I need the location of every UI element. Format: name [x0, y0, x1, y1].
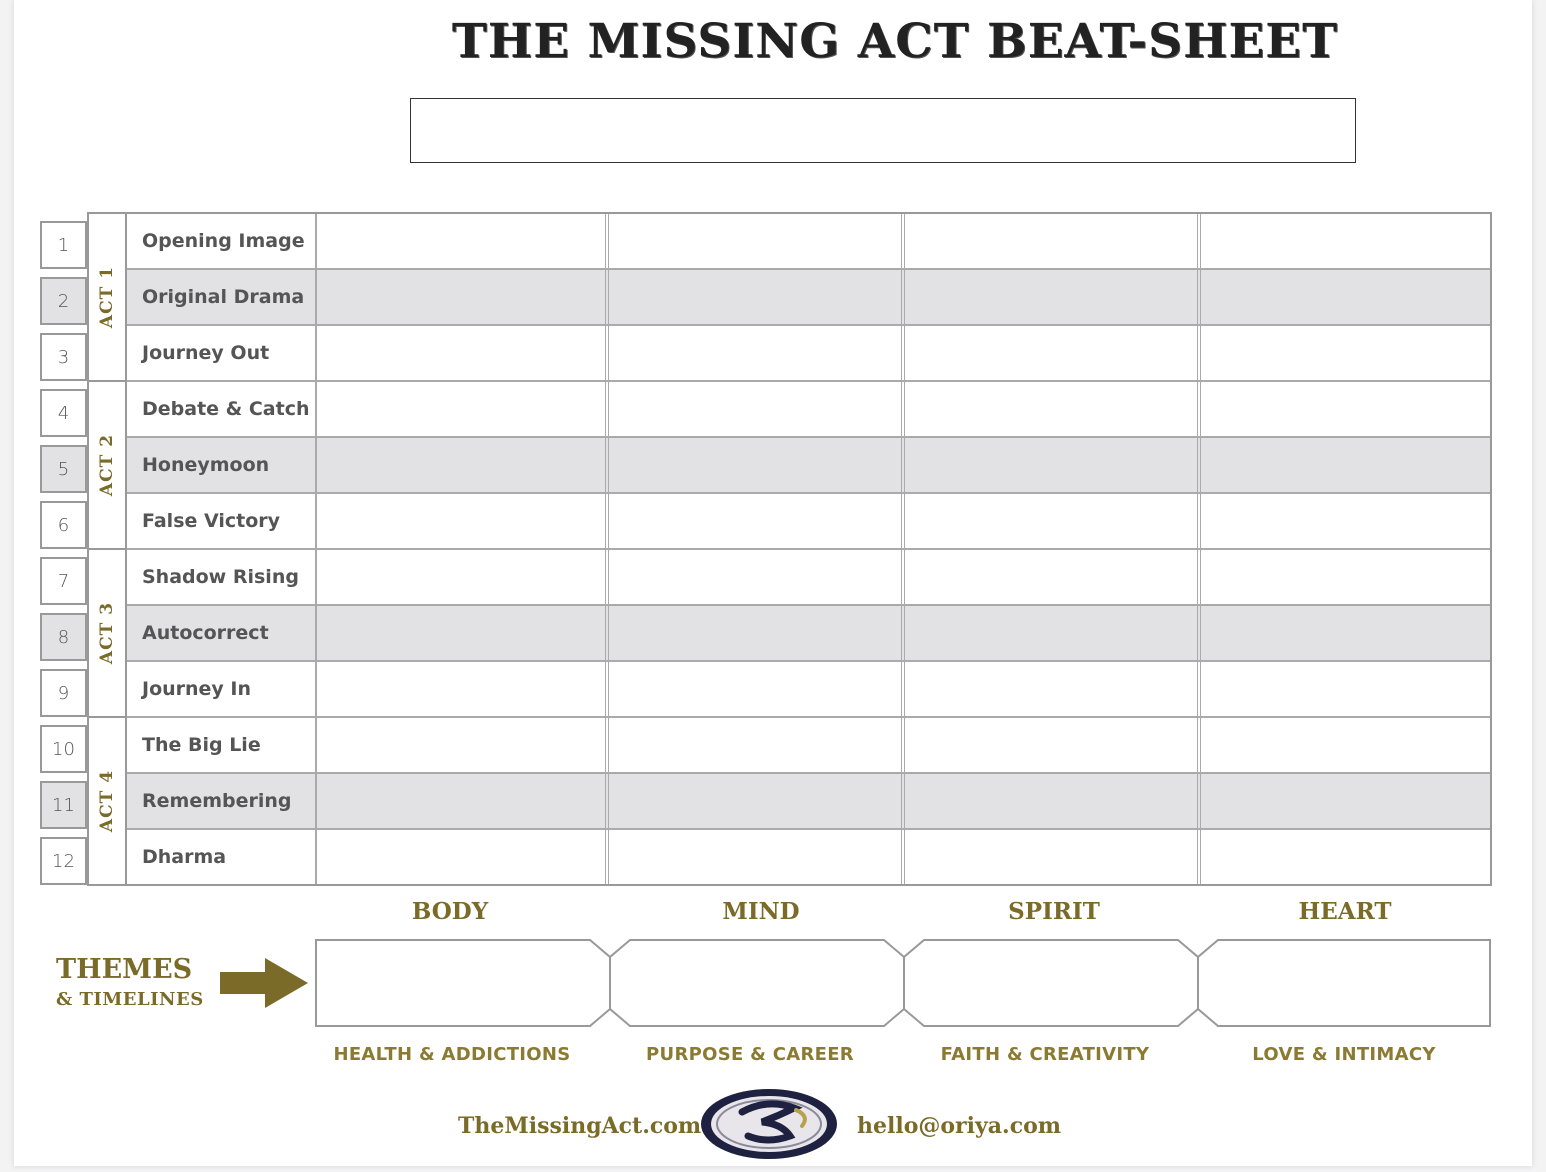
missing-act-logo: [698, 1086, 840, 1162]
heart-cell[interactable]: [1197, 382, 1491, 436]
mind-theme-box: [610, 940, 904, 1026]
spirit-cell[interactable]: [901, 774, 1197, 828]
act-label: ACT 1: [97, 265, 117, 329]
heart-cell[interactable]: [1197, 774, 1491, 828]
themes-title: THEMES: [56, 954, 193, 985]
heart-cell[interactable]: [1197, 438, 1491, 492]
spirit-cell[interactable]: [901, 550, 1197, 604]
table-row: [127, 268, 1491, 324]
theme-boxes: [310, 935, 1494, 1031]
heart-cell[interactable]: [1197, 214, 1491, 268]
body-cell[interactable]: [315, 214, 605, 268]
column-heading-spirit: SPIRIT: [1008, 898, 1100, 925]
table-row: [127, 604, 1491, 660]
mind-cell[interactable]: [605, 382, 901, 436]
body-cell[interactable]: [315, 438, 605, 492]
beat-label: Original Drama: [142, 286, 305, 308]
body-cell[interactable]: [315, 270, 605, 324]
beat-label: Debate & Catch: [142, 398, 310, 420]
column-heading-heart: HEART: [1298, 898, 1392, 925]
body-cell[interactable]: [315, 382, 605, 436]
website-link[interactable]: TheMissingAct.com: [458, 1113, 702, 1139]
act-3-block: [87, 548, 127, 718]
mind-cell[interactable]: [605, 718, 901, 772]
mind-cell[interactable]: [605, 214, 901, 268]
column-subtitle-mind: PURPOSE & CAREER: [646, 1044, 854, 1065]
beat-number: 8: [40, 613, 87, 661]
mind-cell[interactable]: [605, 662, 901, 716]
body-cell[interactable]: [315, 494, 605, 548]
column-heading-mind: MIND: [722, 898, 800, 925]
table-row: [127, 492, 1491, 548]
heart-cell[interactable]: [1197, 326, 1491, 380]
act-1-block: [87, 212, 127, 382]
body-cell[interactable]: [315, 774, 605, 828]
mind-cell[interactable]: [605, 326, 901, 380]
title-entry-box[interactable]: [410, 98, 1356, 163]
spirit-cell[interactable]: [901, 270, 1197, 324]
act-label: ACT 4: [97, 769, 117, 833]
beat-label: Shadow Rising: [142, 566, 299, 588]
spirit-cell[interactable]: [901, 606, 1197, 660]
table-row: [127, 772, 1491, 828]
beat-number: 10: [40, 725, 87, 773]
email-link[interactable]: hello@oriya.com: [857, 1113, 1062, 1139]
beat-number: 3: [40, 333, 87, 381]
heart-cell[interactable]: [1197, 718, 1491, 772]
body-cell[interactable]: [315, 326, 605, 380]
beat-label: Journey Out: [142, 342, 270, 364]
act-4-block: [87, 716, 127, 886]
spirit-cell[interactable]: [901, 326, 1197, 380]
beat-number: 12: [40, 837, 87, 885]
table-row: [127, 660, 1491, 716]
body-cell[interactable]: [315, 662, 605, 716]
right-arrow-icon: [220, 958, 310, 1008]
beat-number: 6: [40, 501, 87, 549]
beat-label: Autocorrect: [142, 622, 269, 644]
page-title: THE MISSING ACT BEAT-SHEET: [451, 14, 1339, 69]
beat-number: 7: [40, 557, 87, 605]
body-cell[interactable]: [315, 550, 605, 604]
mind-cell[interactable]: [605, 606, 901, 660]
body-theme-box: [316, 940, 610, 1026]
beat-label: The Big Lie: [142, 734, 261, 756]
heart-theme-box: [1198, 940, 1490, 1026]
beat-number: 2: [40, 277, 87, 325]
heart-cell[interactable]: [1197, 494, 1491, 548]
column-subtitle-body: HEALTH & ADDICTIONS: [333, 1044, 571, 1065]
mind-cell[interactable]: [605, 774, 901, 828]
table-row: [127, 716, 1491, 772]
themes-subtitle: & TIMELINES: [56, 989, 204, 1010]
spirit-cell[interactable]: [901, 382, 1197, 436]
act-label: ACT 2: [97, 433, 117, 497]
spirit-theme-box: [904, 940, 1198, 1026]
spirit-cell[interactable]: [901, 494, 1197, 548]
spirit-cell[interactable]: [901, 662, 1197, 716]
table-row: [127, 828, 1491, 886]
beat-number: 9: [40, 669, 87, 717]
beat-number: 5: [40, 445, 87, 493]
act-2-block: [87, 380, 127, 550]
beat-label: False Victory: [142, 510, 281, 532]
column-heading-body: BODY: [411, 898, 489, 925]
beat-label: Remembering: [142, 790, 292, 812]
table-row: [127, 436, 1491, 492]
beat-number: 1: [40, 221, 87, 269]
beat-number: 11: [40, 781, 87, 829]
beat-label: Opening Image: [142, 230, 305, 252]
table-row: [127, 548, 1491, 604]
beat-number: 4: [40, 389, 87, 437]
mind-cell[interactable]: [605, 494, 901, 548]
beat-label: Dharma: [142, 846, 227, 868]
heart-cell[interactable]: [1197, 606, 1491, 660]
body-cell[interactable]: [315, 606, 605, 660]
mind-cell[interactable]: [605, 270, 901, 324]
table-row: [127, 324, 1491, 380]
mind-cell[interactable]: [605, 438, 901, 492]
body-cell[interactable]: [315, 830, 605, 884]
table-row: [127, 380, 1491, 436]
column-subtitle-heart: LOVE & INTIMACY: [1252, 1044, 1436, 1065]
mind-cell[interactable]: [605, 830, 901, 884]
mind-cell[interactable]: [605, 550, 901, 604]
table-row: [127, 212, 1491, 268]
beat-label: Honeymoon: [142, 454, 270, 476]
heart-cell[interactable]: [1197, 270, 1491, 324]
body-cell[interactable]: [315, 718, 605, 772]
heart-cell[interactable]: [1197, 550, 1491, 604]
beat-label: Journey In: [142, 678, 252, 700]
spirit-cell[interactable]: [901, 214, 1197, 268]
spirit-cell[interactable]: [901, 718, 1197, 772]
spirit-cell[interactable]: [901, 438, 1197, 492]
spirit-cell[interactable]: [901, 830, 1197, 884]
title-entry-field[interactable]: [411, 99, 1355, 162]
heart-cell[interactable]: [1197, 830, 1491, 884]
act-label: ACT 3: [97, 601, 117, 665]
column-subtitle-spirit: FAITH & CREATIVITY: [940, 1044, 1150, 1065]
heart-cell[interactable]: [1197, 662, 1491, 716]
